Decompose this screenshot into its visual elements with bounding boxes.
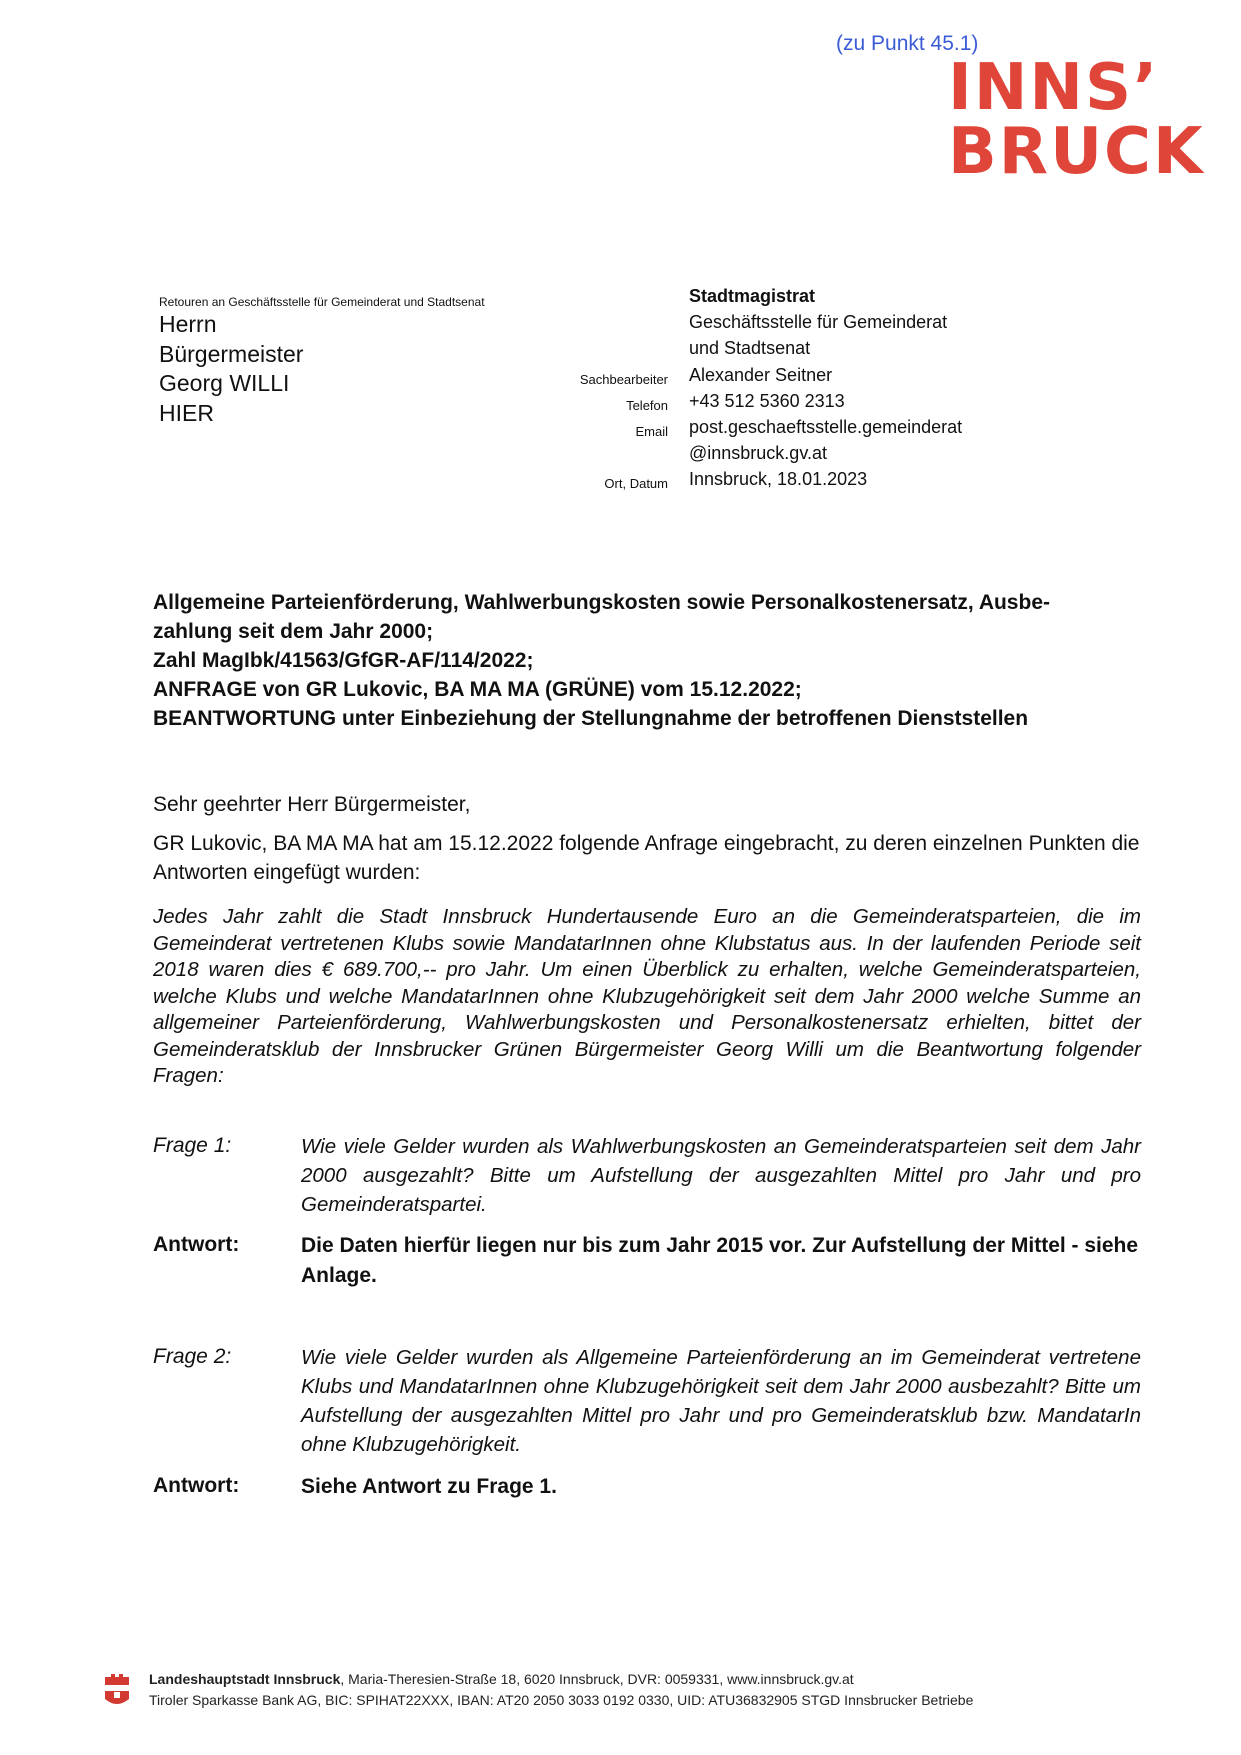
email-line-2: @innsbruck.gv.at <box>689 443 827 463</box>
sender-dept-line-2: und Stadtsenat <box>689 338 811 358</box>
return-address-line: Retouren an Geschäftsstelle für Gemeinderat und Stadtsenat <box>159 295 485 309</box>
place-date-label: Ort, Datum <box>604 476 668 491</box>
subject-block <box>153 588 1143 733</box>
place-date: Innsbruck, 18.01.2023 <box>689 469 868 489</box>
email-line-1: post.geschaeftsstelle.gemeinderat <box>689 417 963 437</box>
intro-paragraph: GR Lukovic, BA MA MA hat am 15.12.2022 folgende Anfrage eingebracht, zu deren einzelnen Punkten die Antworten eingefügt wurden: <box>153 832 1140 884</box>
city-crest-icon <box>103 1673 131 1707</box>
footer-line-2: Tiroler Sparkasse Bank AG, BIC: SPIHAT22XXX, IBAN: AT20 2050 3033 0192 0330, UID: ATU36832905 STGD Innsbrucker Betriebe <box>149 1692 974 1708</box>
phone-label: Telefon <box>626 398 668 413</box>
answer-2-text: Siehe Antwort zu Frage 1. <box>301 1475 557 1498</box>
clerk-name: Alexander Seitner <box>689 365 833 385</box>
question-2-label: Frage 2: <box>153 1345 232 1368</box>
logo-line-2: BRUCK <box>948 115 1205 189</box>
logo-line-1: INNS’ <box>948 51 1160 125</box>
recipient-line: Georg WILLI <box>159 370 290 396</box>
recipient-line: Bürgermeister <box>159 340 304 367</box>
salutation: Sehr geehrter Herr Bürgermeister, <box>153 793 471 816</box>
phone-number: +43 512 5360 2313 <box>689 391 845 411</box>
answer-1-text: Die Daten hierfür liegen nur bis zum Jahr 2015 vor. Zur Aufstellung der Mittel - siehe Anlage. <box>301 1234 1139 1287</box>
clerk-label: Sachbearbeiter <box>579 372 668 387</box>
recipient-block <box>159 310 303 428</box>
subject-line: BEANTWORTUNG unter Einbeziehung der Stellungnahme der betroffenen Dienststellen <box>153 707 1029 730</box>
footer-address: , Maria-Theresien-Straße 18, 6020 Innsbruck, DVR: 0059331, www.innsbruck.gv.at <box>340 1671 854 1687</box>
subject-line: ANFRAGE von GR Lukovic, BA MA MA (GRÜNE) vom 15.12.2022; <box>153 678 802 701</box>
footer-line-1 <box>149 1671 854 1687</box>
question-1-text: Wie viele Gelder wurden als Wahlwerbungskosten an Gemeinderatsparteien seit dem Jahr 2000 ausgezahlt? Bitte um Aufstellung der ausgezahlten Mittel pro Jahr und pro Gemeinderatspartei. <box>301 1135 1141 1216</box>
question-2-text: Wie viele Gelder wurden als Allgemeine Parteienförderung an im Gemeinderat vertretene Klubs und MandatarInnen ohne Klubzugehörigkeit seit dem Jahr 2000 ausbezahlt? Bitte um Aufstellung der ausgezahlten Mittel pro Jahr und pro Gemeinderatsklub bzw. MandatarIn ohne Klubzugehörigkeit. <box>301 1346 1141 1456</box>
subject-line: Zahl MagIbk/41563/GfGR-AF/114/2022; <box>153 649 534 672</box>
footer-org: Landeshauptstadt Innsbruck <box>149 1671 341 1687</box>
recipient-line: Herrn <box>159 311 217 337</box>
answer-2-label: Antwort: <box>153 1474 240 1497</box>
subject-line: zahlung seit dem Jahr 2000; <box>153 620 434 643</box>
subject-line: Allgemeine Parteienförderung, Wahlwerbungskosten sowie Personalkostenersatz, Ausbe- <box>153 591 1050 614</box>
answer-1-label: Antwort: <box>153 1233 240 1256</box>
question-1-label: Frage 1: <box>153 1134 232 1157</box>
sender-dept-line-1: Geschäftsstelle für Gemeinderat <box>689 312 948 332</box>
request-paragraph: Jedes Jahr zahlt die Stadt Innsbruck Hundertausende Euro an die Gemeinderatsparteien, die im Gemeinderat vertretenen Klubs sowie MandatarInnen ohne Klubstatus aus. In der laufenden Periode seit 2018 waren dies € 689.700,-- pro Jahr. Um einen Überblick zu erhalten, welche Gemeinderatsparteien, welche Klubs und welche MandatarInnen ohne Klubzugehörigkeit seit dem Jahr 2000 welche Summe an allgemeiner Parteienförderung, Wahlwerbungskosten und Personalkostenersatz erhielten, bittet der Gemeinderatsklub der Innsbrucker Grünen Bürgermeister Georg Willi um die Beantwortung folgender Fragen: <box>153 905 1141 1087</box>
reference-note: (zu Punkt 45.1) <box>836 32 979 55</box>
innsbruck-logo <box>948 51 1205 189</box>
sender-org: Stadtmagistrat <box>689 286 816 306</box>
recipient-line: HIER <box>159 399 214 426</box>
email-label: Email <box>635 424 668 439</box>
